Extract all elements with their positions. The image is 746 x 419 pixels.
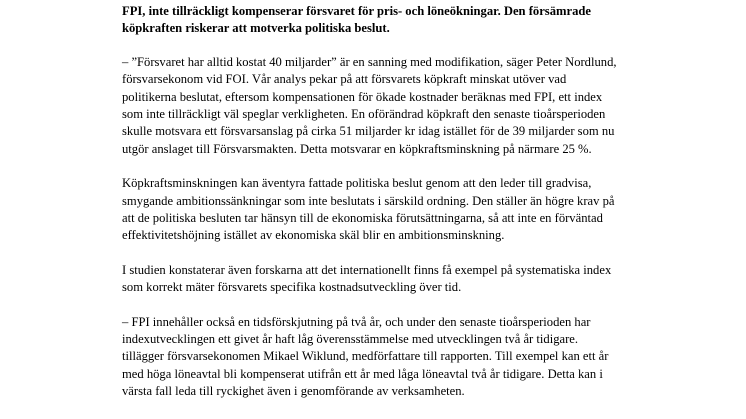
paragraph-line: smygande ambitionssänkningar som inte beslutats i särskild ordning. Den ställer än högre krav på: [122, 194, 615, 208]
paragraph-line: utgör anslaget till Försvarsmakten. Detta motsvarar en köpkraftsminskning på närmare 25 %.: [122, 142, 592, 156]
paragraph-line: som korrekt mäter försvarets specifika kostnadsutveckling över tid.: [122, 280, 462, 294]
paragraph-line: med höga löneavtal bli kompenserat utifrån ett år med låga löneavtal två år tidigare. Detta kan i: [122, 367, 603, 381]
paragraph-line: som inte tillräckligt väl speglar verkligheten. En oförändrad köpkraft den senaste tioårsperioden: [122, 107, 606, 121]
paragraph-line: Köpkraftsminskningen kan äventyra fattade politiska beslut genom att den leder till gradvisa,: [122, 176, 592, 190]
paragraph-line: försvarsekonom vid FOI. Vår analys pekar på att försvarets köpkraft minskat utöver vad: [122, 72, 567, 86]
paragraph-line: politikerna beslutat, eftersom kompensationen för ökade kostnader beräknas med FPI, ett index: [122, 90, 603, 104]
lead-line: FPI, inte tillräckligt kompenserar försvaret för pris- och löneökningar. Den försämrade: [122, 4, 591, 18]
paragraph-line: skulle motsvara ett försvarsanslag på cirka 51 miljarder kr idag istället för de 39 miljarder som nu: [122, 124, 615, 138]
paragraph-line: indexutvecklingen ett givet år haft låg överensstämmelse med utvecklingen två år tidigare.: [122, 332, 579, 346]
paragraph-line: effektivitetshöjning istället av ekonomiska skäl blir en ambitionsminskning.: [122, 228, 505, 242]
paragraph-line: värsta fall leda till ryckighet även i genomförande av verksamheten.: [122, 384, 465, 398]
lead-line: köpkraften riskerar att motverka politiska beslut.: [122, 21, 390, 35]
paragraph-line: – FPI innehåller också en tidsförskjutning på två år, och under den senaste tioårsperioden har: [122, 315, 591, 329]
paragraph-line: I studien konstaterar även forskarna att det internationellt finns få exempel på systematiska index: [122, 263, 612, 277]
paragraph-line: tillägger försvarsekonomen Mikael Wiklund, medförfattare till rapporten. Till exempel kan ett år: [122, 349, 609, 363]
paragraph-line: – ”Försvaret har alltid kostat 40 miljarder” är en sanning med modifikation, säger Peter Nordlund,: [122, 55, 617, 69]
paragraph-line: att de politiska besluten tar hänsyn till de ekonomiska förutsättningarna, så att inte en förväntad: [122, 211, 603, 225]
